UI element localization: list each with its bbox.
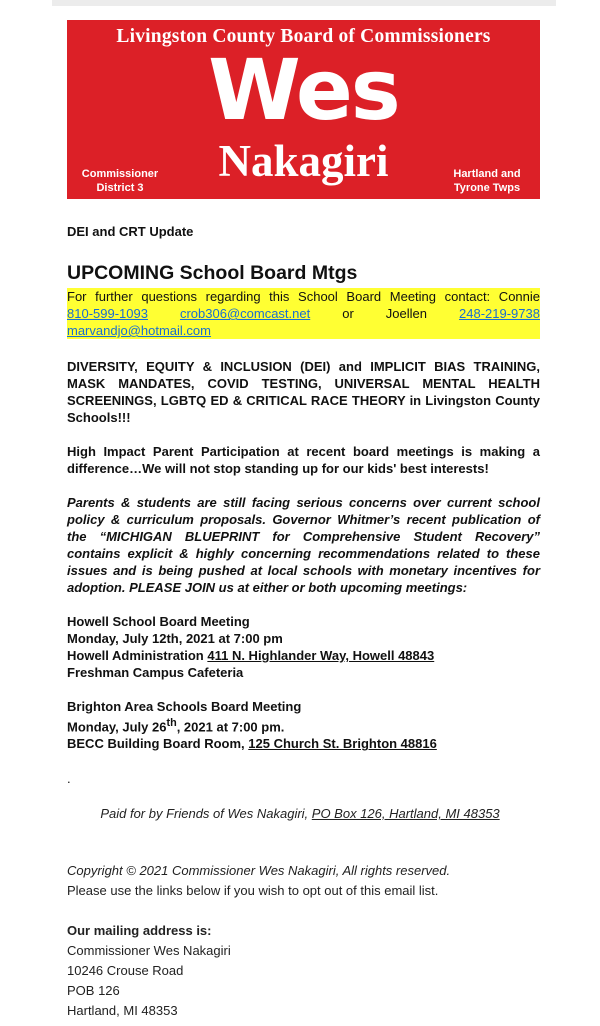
concerns-paragraph: Parents & students are still facing serious concerns over current school policy & curriculum proposals. Governor Whitmer’s recent publication of the “MICHIGAN BLUEPRINT for Comprehensive Student Recovery” contains explicit & highly concerning recommendations related to these issues and is being pushed at local schools with monetary incentives for adoption. PLEASE JOIN us at either or both upcoming meetings: bbox=[67, 495, 540, 595]
banner-right-line-2: Tyrone Twps bbox=[453, 182, 521, 194]
contact-name-joellen: Joellen bbox=[385, 306, 427, 321]
contact-line-3 bbox=[67, 322, 540, 339]
stray-period: . bbox=[67, 771, 71, 787]
meeting-howell bbox=[67, 613, 540, 681]
meeting-title: Howell School Board Meeting bbox=[67, 614, 250, 629]
banner-right-line-1: Hartland and bbox=[453, 168, 521, 180]
contact-line-2 bbox=[67, 305, 540, 322]
phone-link-joellen[interactable]: 248-219-9738 bbox=[459, 306, 540, 321]
address-link[interactable]: 411 N. Highlander Way, Howell 48843 bbox=[207, 648, 435, 663]
optout-text: Please use the links below if you wish to opt out of this email list. bbox=[67, 883, 439, 898]
address-line: 10246 Crouse Road bbox=[67, 963, 184, 978]
top-divider bbox=[52, 0, 556, 6]
banner-left-line-2: District 3 bbox=[96, 182, 144, 194]
email-link-connie[interactable]: crob306@comcast.net bbox=[179, 306, 311, 321]
paid-address-link[interactable]: PO Box 126, Hartland, MI 48353 bbox=[311, 806, 500, 821]
email-body bbox=[67, 223, 540, 787]
meeting-date: Monday, July 12th, 2021 at 7:00 pm bbox=[67, 631, 283, 646]
contact-or: or bbox=[342, 306, 354, 321]
email-footer bbox=[67, 861, 547, 1021]
date-suffix: , 2021 at 7:00 pm. bbox=[176, 719, 285, 735]
address-link[interactable]: 125 Church St. Brighton 48816 bbox=[248, 736, 437, 752]
contact-highlight bbox=[67, 288, 540, 339]
phone-link-connie[interactable]: 810-599-1093 bbox=[67, 306, 148, 321]
email-link-joellen[interactable]: marvandjo@hotmail.com bbox=[67, 323, 211, 338]
contact-line-1: For further questions regarding this School Board Meeting contact: Connie bbox=[67, 289, 540, 304]
update-title: DEI and CRT Update bbox=[67, 224, 194, 239]
banner-township-note bbox=[448, 167, 526, 195]
paid-prefix: Paid for by Friends of Wes Nakagiri, bbox=[100, 806, 312, 821]
meeting-title: Brighton Area Schools Board Meeting bbox=[67, 699, 302, 714]
mailing-address-heading: Our mailing address is: bbox=[67, 923, 212, 938]
address-prefix: BECC Building Board Room, bbox=[67, 736, 249, 752]
address-line: POB 126 bbox=[67, 983, 120, 998]
date-superscript: th bbox=[166, 717, 177, 729]
banner-last-name: Nakagiri bbox=[218, 136, 389, 186]
address-line: Commissioner Wes Nakagiri bbox=[67, 943, 231, 958]
banner-org-title: Livingston County Board of Commissioners bbox=[116, 26, 491, 47]
meeting-room: Freshman Campus Cafeteria bbox=[67, 665, 244, 680]
address-prefix: Howell Administration bbox=[67, 648, 208, 663]
banner-left-line-1: Commissioner bbox=[81, 168, 159, 180]
header-banner bbox=[67, 20, 540, 199]
date-prefix: Monday, July 26 bbox=[67, 719, 167, 735]
meeting-brighton bbox=[67, 698, 540, 752]
copyright-text: Copyright © 2021 Commissioner Wes Nakagiri, All rights reserved. bbox=[67, 863, 451, 878]
meeting-address bbox=[67, 647, 540, 664]
address-line: Hartland, MI 48353 bbox=[67, 1003, 178, 1018]
banner-first-name: Wes bbox=[208, 41, 399, 139]
banner-district-note bbox=[81, 167, 159, 195]
meeting-date bbox=[67, 715, 540, 735]
participation-paragraph: High Impact Parent Participation at recent board meetings is making a difference…We will not stop standing up for our kids' best interests! bbox=[67, 444, 540, 476]
paid-for-notice bbox=[0, 806, 600, 821]
meeting-address bbox=[67, 735, 540, 752]
section-heading: UPCOMING School Board Mtgs bbox=[67, 262, 358, 284]
issues-paragraph: DIVERSITY, EQUITY & INCLUSION (DEI) and IMPLICIT BIAS TRAINING, MASK MANDATES, COVID TESTING, UNIVERSAL MENTAL HEALTH SCREENINGS, LGBTQ ED & CRITICAL RACE THEORY in Livingston County Schools!!! bbox=[67, 359, 540, 425]
